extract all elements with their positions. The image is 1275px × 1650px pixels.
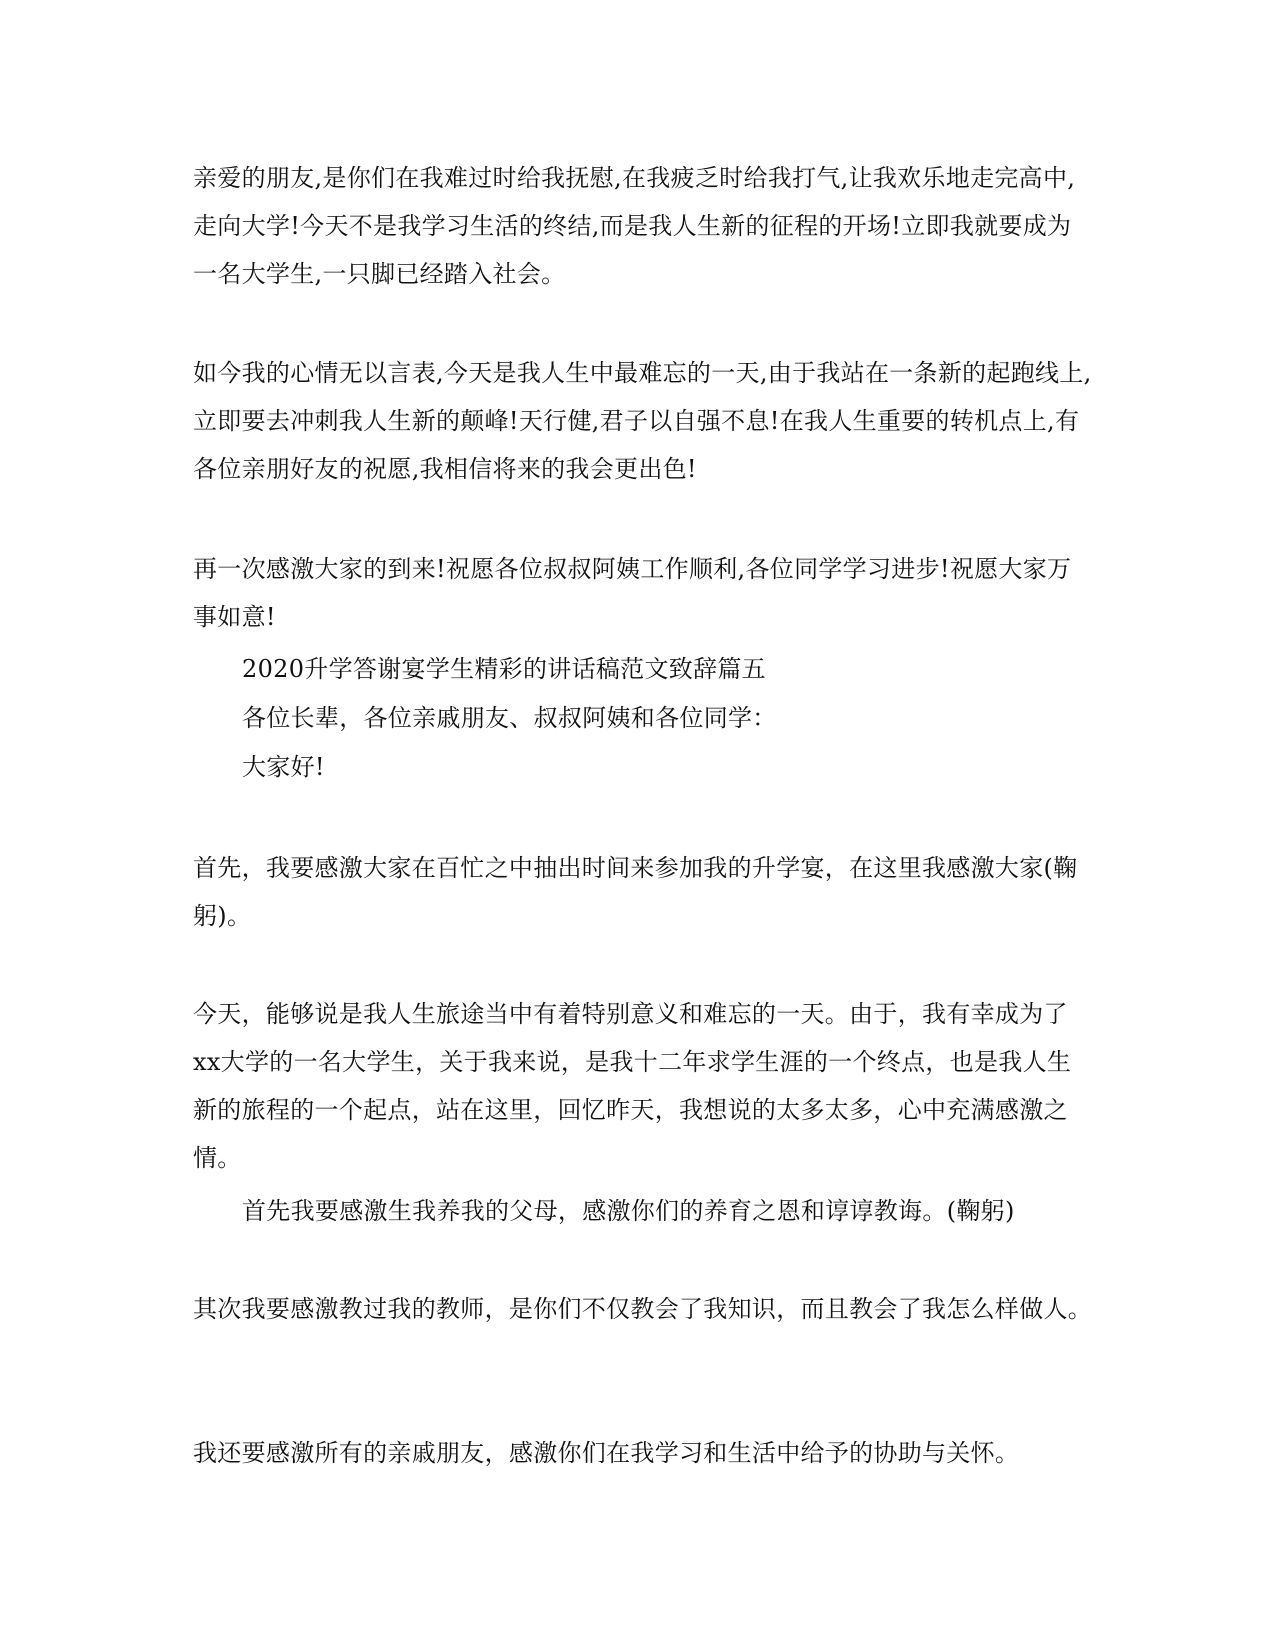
paragraph-thanks-attendance: 首先，我要感激大家在百忙之中抽出时间来参加我的升学宴，在这里我感激大家(鞠躬)。 (193, 854, 1078, 930)
salutation: 各位长辈，各位亲戚朋友、叔叔阿姨和各位同学： (242, 704, 777, 732)
paragraph-meaningful-day: 今天，能够说是我人生旅途当中有着特别意义和难忘的一天。由于，我有幸成为了xx大学的一名大学生，关于我来说，是我十二年求学生涯的一个终点，也是我人生新的旅程的一个起点，站在这里，回忆昨天，我想说的太多太多，心中充满感激之情。 (193, 1000, 1072, 1172)
paragraph-thanks-teachers: 其次我要感激教过我的教师，是你们不仅教会了我知识，而且教会了我怎么样做人。 (193, 1295, 1093, 1323)
paragraph-feelings: 如今我的心情无以言表,今天是我人生中最难忘的一天,由于我站在一条新的起跑线上,立即要去冲刺我人生新的颠峰!天行健,君子以自强不息!在我人生重要的转机点上,有各位亲朋好友的祝愿,我相信将来的我会更出色! (193, 359, 1092, 483)
greeting: 大家好! (242, 753, 325, 781)
section-heading: 2020升学答谢宴学生精彩的讲话稿范文致辞篇五 (242, 655, 766, 683)
paragraph-thanks-parents: 首先我要感激生我养我的父母，感激你们的养育之恩和谆谆教诲。(鞠躬) (242, 1197, 1015, 1225)
paragraph-thanks-relatives: 我还要感激所有的亲戚朋友，感激你们在我学习和生活中给予的协助与关怀。 (193, 1439, 1020, 1467)
paragraph-blessings: 再一次感激大家的到来!祝愿各位叔叔阿姨工作顺利,各位同学学习进步!祝愿大家万事如意! (193, 555, 1072, 631)
paragraph-thanks-friends: 亲爱的朋友,是你们在我难过时给我抚慰,在我疲乏时给我打气,让我欢乐地走完高中,走向大学!今天不是我学习生活的终结,而是我人生新的征程的开场!立即我就要成为一名大学生,一只脚已经踏入社会。 (193, 164, 1076, 288)
